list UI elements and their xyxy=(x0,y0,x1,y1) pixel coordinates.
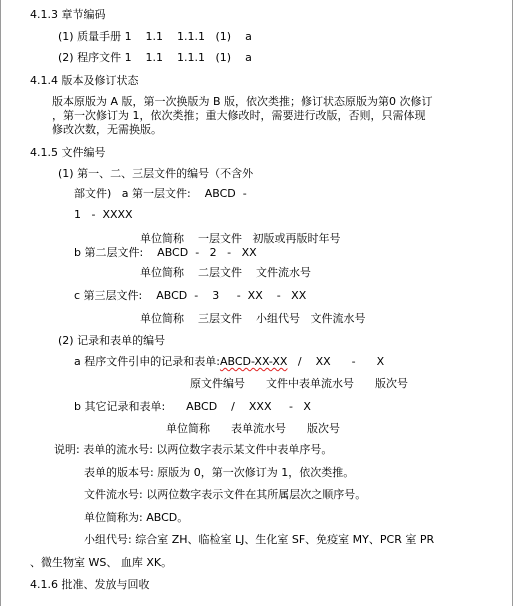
numbering-item-1: (1) 第一、二、三层文件的编号（不含外 xyxy=(58,167,254,180)
section-heading-4-1-6: 4.1.6 批准、发放与回收 xyxy=(30,578,150,591)
record-form-a-legend: 原文件编号 文件中表单流水号 版次号 xyxy=(190,377,408,390)
level2-code: b 第二层文件: ABCD - 2 - XX xyxy=(74,246,257,259)
numbering-item-2: (2) 记录和表单的编号 xyxy=(58,334,166,347)
chapter-code-procedure: (2) 程序文件 1 1.1 1.1.1 (1) a xyxy=(58,51,252,64)
record-form-b-legend: 单位简称 表单流水号 版次号 xyxy=(166,422,340,435)
note-line: 、微生物室 WS、 血库 XK。 xyxy=(30,556,173,569)
note-line: 文件流水号: 以两位数字表示文件在其所属层次之顺序号。 xyxy=(84,488,367,501)
section-heading-4-1-5: 4.1.5 文件编号 xyxy=(30,146,106,159)
record-form-a-code-rest: / XX - X xyxy=(287,355,385,368)
version-paragraph-line: 版本原版为 A 版，第一次换版为 B 版，依次类推；修订状态原版为第0 次修订 xyxy=(52,95,433,108)
record-form-b-code: b 其它记录和表单: ABCD / XXX - X xyxy=(74,400,311,413)
numbering-item-1-cont: 部文件) a 第一层文件: ABCD - xyxy=(74,187,247,200)
page-left-edge xyxy=(0,0,1,606)
level3-legend: 单位简称 三层文件 小组代号 文件流水号 xyxy=(140,312,366,325)
page-right-edge xyxy=(512,0,513,606)
note-line: 小组代号: 综合室 ZH、临检室 LJ、生化室 SF、免疫室 MY、PCR 室 PR xyxy=(84,533,435,546)
note-line: 单位简称为: ABCD。 xyxy=(84,511,189,524)
numbering-item-1-code: 1 - XXXX xyxy=(74,208,133,221)
section-heading-4-1-3: 4.1.3 章节编码 xyxy=(30,8,106,21)
level3-code: c 第三层文件: ABCD - 3 - XX - XX xyxy=(74,289,307,302)
version-paragraph-line: 修改次数，无需换版。 xyxy=(52,123,162,136)
note-line: 表单的版本号: 原版为 0，第一次修订为 1，依次类推。 xyxy=(84,466,355,479)
note-line: 说明: 表单的流水号: 以两位数字表示某文件中表单序号。 xyxy=(54,443,333,456)
record-form-a-prefix: a 程序文件引申的记录和表单: xyxy=(74,355,220,368)
record-form-a-code-value: ABCD-XX-XX xyxy=(219,355,288,368)
level2-legend: 单位简称 二层文件 文件流水号 xyxy=(140,266,311,279)
version-paragraph-line: ，第一次修订为 1，依次类推；重大修改时，需要进行改版，否则，只需体现 xyxy=(52,109,426,122)
level1-legend: 单位简称 一层文件 初版或再版时年号 xyxy=(140,232,341,245)
section-heading-4-1-4: 4.1.4 版本及修订状态 xyxy=(30,74,139,87)
record-form-a-code xyxy=(74,355,384,369)
chapter-code-manual: (1) 质量手册 1 1.1 1.1.1 (1) a xyxy=(58,30,252,43)
